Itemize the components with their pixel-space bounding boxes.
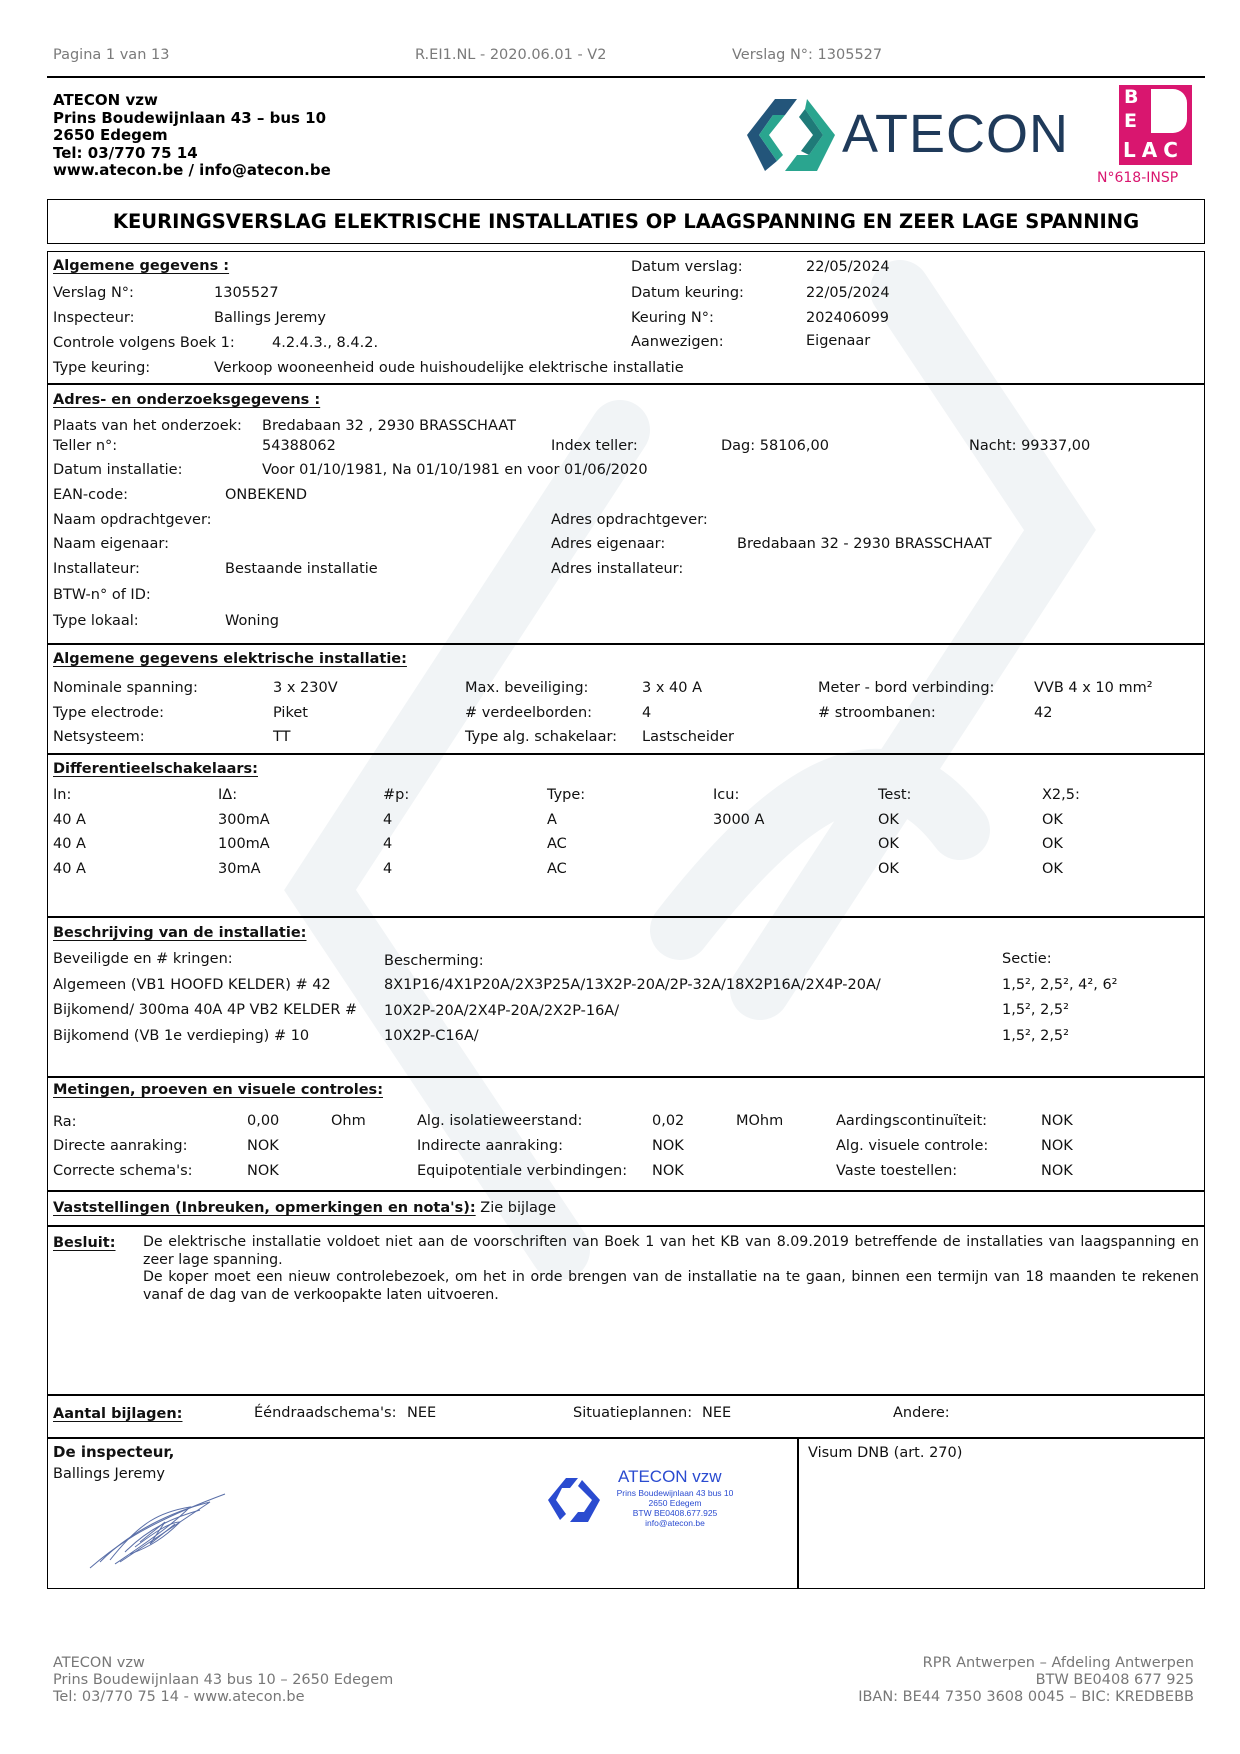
besluit-line: De koper moet een nieuw controlebezoek, om het in orde brengen van de installatie na te gaan, binnen een termijn van 18 maanden te rekenen xyxy=(143,1269,1199,1285)
value-datum-keuring: 22/05/2024 xyxy=(806,285,890,301)
label: Alg. visuele controle: xyxy=(836,1138,989,1154)
label: Naam opdrachtgever: xyxy=(53,512,212,528)
label: Inspecteur: xyxy=(53,310,135,326)
report-number-header: Verslag N°: 1305527 xyxy=(732,47,883,63)
label: Verslag N°: xyxy=(53,285,134,301)
value-dag: Dag: 58106,00 xyxy=(721,438,829,454)
label: Equipotentiale verbindingen: xyxy=(417,1163,628,1179)
footer-address: Prins Boudewijnlaan 43 bus 10 – 2650 Edegem xyxy=(53,1672,394,1688)
label: Meter - bord verbinding: xyxy=(818,680,995,696)
section-title-vaststellingen: Vaststellingen (Inbreuken, opmerkingen en nota's): xyxy=(53,1200,476,1216)
value-nacht: Nacht: 99337,00 xyxy=(969,438,1091,454)
value-datum-installatie: Voor 01/10/1981, Na 01/10/1981 en voor 01/06/2020 xyxy=(262,462,648,478)
company-stamp xyxy=(545,1466,790,1538)
value-isolatie: 0,02 xyxy=(652,1113,685,1129)
table-cell: 4 xyxy=(383,836,393,852)
table-cell: AC xyxy=(547,861,567,877)
footer-iban: IBAN: BE44 7350 3608 0045 – BIC: KREDBEBB xyxy=(858,1689,1194,1705)
table-cell: 10X2P-C16A/ xyxy=(384,1028,479,1044)
value-ra: 0,00 xyxy=(247,1113,280,1129)
col-header: In: xyxy=(53,787,72,803)
section-title-metingen: Metingen, proeven en visuele controles: xyxy=(53,1082,383,1098)
col-header: #p: xyxy=(383,787,410,803)
inspector-title: De inspecteur, xyxy=(53,1443,175,1461)
label: Directe aanraking: xyxy=(53,1138,188,1154)
col-header: X2,5: xyxy=(1042,787,1080,803)
value-datum-verslag: 22/05/2024 xyxy=(806,259,890,275)
label: Netsysteem: xyxy=(53,729,145,745)
besluit-line: zeer lage spanning. xyxy=(143,1251,283,1268)
value-indirect: NOK xyxy=(652,1138,684,1154)
value-stroombanen: 42 xyxy=(1034,705,1053,721)
table-cell: OK xyxy=(878,836,899,852)
value-ean: ONBEKEND xyxy=(225,487,308,503)
value-schema: NOK xyxy=(247,1163,279,1179)
table-cell: 8X1P16/4X1P20A/2X3P25A/13X2P-20A/2P-32A/18X2P16A/2X4P-20A/ xyxy=(384,977,881,993)
belac-lac: LAC xyxy=(1123,138,1184,162)
label: Adres installateur: xyxy=(551,561,684,577)
col-header: IΔ: xyxy=(218,787,238,803)
besluit-text xyxy=(143,1234,1199,1304)
footer-company: ATECON vzw xyxy=(53,1655,145,1671)
value-aanwezigen: Eigenaar xyxy=(806,333,871,349)
value-meter-bord: VVB 4 x 10 mm² xyxy=(1034,680,1153,696)
company-name: ATECON vzw xyxy=(53,91,158,109)
footer-rpr: RPR Antwerpen – Afdeling Antwerpen xyxy=(922,1655,1194,1671)
table-cell: 3000 A xyxy=(713,812,765,828)
label: Adres opdrachtgever: xyxy=(551,512,708,528)
table-cell: AC xyxy=(547,836,567,852)
value-nominale-spanning: 3 x 230V xyxy=(273,680,338,696)
table-cell: 40 A xyxy=(53,861,86,877)
label: Nominale spanning: xyxy=(53,680,198,696)
stamp-details xyxy=(610,1488,740,1528)
label: Index teller: xyxy=(551,438,638,454)
unit: MOhm xyxy=(736,1113,784,1129)
label: Ra: xyxy=(53,1114,77,1130)
label: Type electrode: xyxy=(53,705,164,721)
label: Type keuring: xyxy=(53,360,151,376)
table-cell: OK xyxy=(878,861,899,877)
vaststellingen-row xyxy=(53,1200,556,1216)
table-cell: 4 xyxy=(383,812,393,828)
value-schakelaar: Lastscheider xyxy=(642,729,734,745)
label: Aardingscontinuïteit: xyxy=(836,1113,988,1129)
divider xyxy=(47,1190,1205,1192)
table-cell: 4 xyxy=(383,861,393,877)
table-cell: OK xyxy=(878,812,899,828)
value-netsysteem: TT xyxy=(273,729,291,745)
footer-btw: BTW BE0408 677 925 xyxy=(1035,1672,1194,1688)
table-cell: 40 A xyxy=(53,836,86,852)
label: Indirecte aanraking: xyxy=(417,1138,563,1154)
divider xyxy=(47,1225,1205,1227)
value-direct: NOK xyxy=(247,1138,279,1154)
section-title-besluit: Besluit: xyxy=(53,1235,116,1251)
table-cell: OK xyxy=(1042,861,1063,877)
section-title-algemene: Algemene gegevens : xyxy=(53,258,230,274)
section-title-elektrische: Algemene gegevens elektrische installatie: xyxy=(53,651,407,667)
divider xyxy=(47,1394,1205,1396)
label: Installateur: xyxy=(53,561,140,577)
table-cell: Bijkomend/ 300ma 40A 4P VB2 KELDER # xyxy=(53,1002,358,1018)
table-cell: 1,5², 2,5², 4², 6² xyxy=(1002,977,1118,993)
label: Type lokaal: xyxy=(53,613,139,629)
table-cell: 40 A xyxy=(53,812,86,828)
company-city: 2650 Edegem xyxy=(53,126,168,144)
section-title-adres: Adres- en onderzoeksgegevens : xyxy=(53,392,321,408)
label: Max. beveiliging: xyxy=(465,680,589,696)
value-max-beveiliging: 3 x 40 A xyxy=(642,680,703,696)
stamp-btw: BTW BE0408.677.925 xyxy=(632,1508,718,1518)
section-title-bijlagen: Aantal bijlagen: xyxy=(53,1406,183,1422)
besluit-line: vanaf de dag van de verkoopakte laten uitvoeren. xyxy=(143,1286,499,1303)
belac-letter-e: E xyxy=(1124,110,1137,132)
atecon-logo-icon xyxy=(745,95,837,175)
form-code: R.EI1.NL - 2020.06.01 - V2 xyxy=(415,47,607,63)
label: Type alg. schakelaar: xyxy=(465,729,618,745)
company-street: Prins Boudewijnlaan 43 – bus 10 xyxy=(53,108,327,127)
value-aarding: NOK xyxy=(1041,1113,1073,1129)
value-visueel: NOK xyxy=(1041,1138,1073,1154)
value-controle: 4.2.4.3., 8.4.2. xyxy=(272,335,379,351)
divider xyxy=(47,1076,1205,1078)
table-cell: Bijkomend (VB 1e verdieping) # 10 xyxy=(53,1028,310,1044)
value-keuring-no: 202406099 xyxy=(806,310,890,326)
table-cell: 1,5², 2,5² xyxy=(1002,1002,1069,1018)
label: Datum verslag: xyxy=(631,259,743,275)
footer-left xyxy=(53,1655,393,1706)
value-plaats: Bredabaan 32 , 2930 BRASSCHAAT xyxy=(262,418,516,434)
label: Vaste toestellen: xyxy=(836,1163,958,1179)
stamp-logo-icon xyxy=(548,1476,600,1524)
value-teller: 54388062 xyxy=(262,438,336,454)
col-header: Bescherming: xyxy=(384,953,484,969)
label: Teller n°: xyxy=(53,438,118,454)
label: BTW-n° of ID: xyxy=(53,587,151,603)
divider xyxy=(47,1437,1205,1439)
divider xyxy=(47,643,1205,645)
company-address xyxy=(53,92,331,180)
page-title: KEURINGSVERSLAG ELEKTRISCHE INSTALLATIES OP LAAGSPANNING EN ZEER LAGE SPANNING xyxy=(112,210,1140,233)
label: Datum installatie: xyxy=(53,462,183,478)
col-header: Test: xyxy=(878,787,912,803)
label: EAN-code: xyxy=(53,487,129,503)
table-cell: OK xyxy=(1042,812,1063,828)
table-cell: Algemeen (VB1 HOOFD KELDER) # 42 xyxy=(53,977,331,993)
atecon-logo-text: ATECON xyxy=(842,104,1070,164)
value-vaste-toestellen: NOK xyxy=(1041,1163,1073,1179)
table-cell: A xyxy=(547,812,557,828)
stamp-mail: info@atecon.be xyxy=(645,1518,705,1528)
label: Controle volgens Boek 1: xyxy=(53,335,235,351)
divider xyxy=(47,916,1205,918)
table-cell: 30mA xyxy=(218,861,261,877)
label: Andere: xyxy=(893,1405,950,1421)
label: Plaats van het onderzoek: xyxy=(53,418,242,434)
belac-big-b xyxy=(1151,89,1187,133)
table-cell: 100mA xyxy=(218,836,270,852)
section-title-differentieel: Differentieelschakelaars: xyxy=(53,761,258,777)
table-cell: 300mA xyxy=(218,812,270,828)
label: Situatieplannen: xyxy=(573,1405,693,1421)
inspector-name: Ballings Jeremy xyxy=(53,1466,165,1482)
value-verdeelborden: 4 xyxy=(642,705,652,721)
col-header: Sectie: xyxy=(1002,951,1052,967)
header-divider xyxy=(47,76,1205,78)
table-cell: 10X2P-20A/2X4P-20A/2X2P-16A/ xyxy=(384,1003,620,1019)
belac-logo-icon xyxy=(1119,85,1192,165)
col-header: Type: xyxy=(547,787,586,803)
page-number: Pagina 1 van 13 xyxy=(53,47,170,63)
footer-right xyxy=(858,1655,1194,1706)
label: # verdeelborden: xyxy=(465,705,593,721)
label: Aanwezigen: xyxy=(631,334,724,350)
unit: Ohm xyxy=(331,1113,366,1129)
value-installateur: Bestaande installatie xyxy=(225,561,378,577)
value-equipotentiaal: NOK xyxy=(652,1163,684,1179)
label: Naam eigenaar: xyxy=(53,536,169,552)
divider xyxy=(47,753,1205,755)
stamp-company: ATECON vzw xyxy=(618,1467,722,1486)
stamp-street: Prins Boudewijnlaan 43 bus 10 xyxy=(616,1488,734,1498)
value-type-lokaal: Woning xyxy=(225,613,279,629)
stamp-city: 2650 Edegem xyxy=(648,1498,702,1508)
value-eendraad: NEE xyxy=(407,1405,437,1421)
value-vaststellingen: Zie bijlage xyxy=(480,1200,557,1216)
company-web: www.atecon.be / info@atecon.be xyxy=(53,161,331,179)
value-verslag: 1305527 xyxy=(214,285,279,301)
signature-icon xyxy=(80,1492,240,1572)
label: Datum keuring: xyxy=(631,285,744,301)
divider xyxy=(47,383,1205,385)
col-header: Icu: xyxy=(713,787,740,803)
table-cell: OK xyxy=(1042,836,1063,852)
footer-contact: Tel: 03/770 75 14 - www.atecon.be xyxy=(53,1689,305,1705)
label: Keuring N°: xyxy=(631,310,714,326)
label: Ééndraadschema's: xyxy=(254,1405,397,1421)
label: # stroombanen: xyxy=(818,705,936,721)
belac-letter-b: B xyxy=(1124,86,1139,108)
company-tel: Tel: 03/770 75 14 xyxy=(53,143,198,162)
label: Alg. isolatieweerstand: xyxy=(417,1113,583,1129)
value-inspecteur: Ballings Jeremy xyxy=(214,310,326,326)
value-type-keuring: Verkoop wooneenheid oude huishoudelijke elektrische installatie xyxy=(214,360,684,376)
value-electrode: Piket xyxy=(273,705,308,721)
table-cell: 1,5², 2,5² xyxy=(1002,1028,1069,1044)
belac-number: N°618-INSP xyxy=(1097,170,1179,186)
section-title-beschrijving: Beschrijving van de installatie: xyxy=(53,925,307,941)
label: Adres eigenaar: xyxy=(551,536,666,552)
besluit-line: De elektrische installatie voldoet niet aan de voorschriften van Boek 1 van het KB van 8.09.2019 betreffende de installaties van laagspanning en xyxy=(143,1234,1199,1250)
value-situatie: NEE xyxy=(702,1405,732,1421)
value-adres-eigenaar: Bredabaan 32 - 2930 BRASSCHAAT xyxy=(737,536,992,552)
col-header: Beveiligde en # kringen: xyxy=(53,951,233,967)
label: Correcte schema's: xyxy=(53,1163,193,1179)
visum-label: Visum DNB (art. 270) xyxy=(808,1445,963,1461)
divider-vertical xyxy=(797,1437,799,1589)
